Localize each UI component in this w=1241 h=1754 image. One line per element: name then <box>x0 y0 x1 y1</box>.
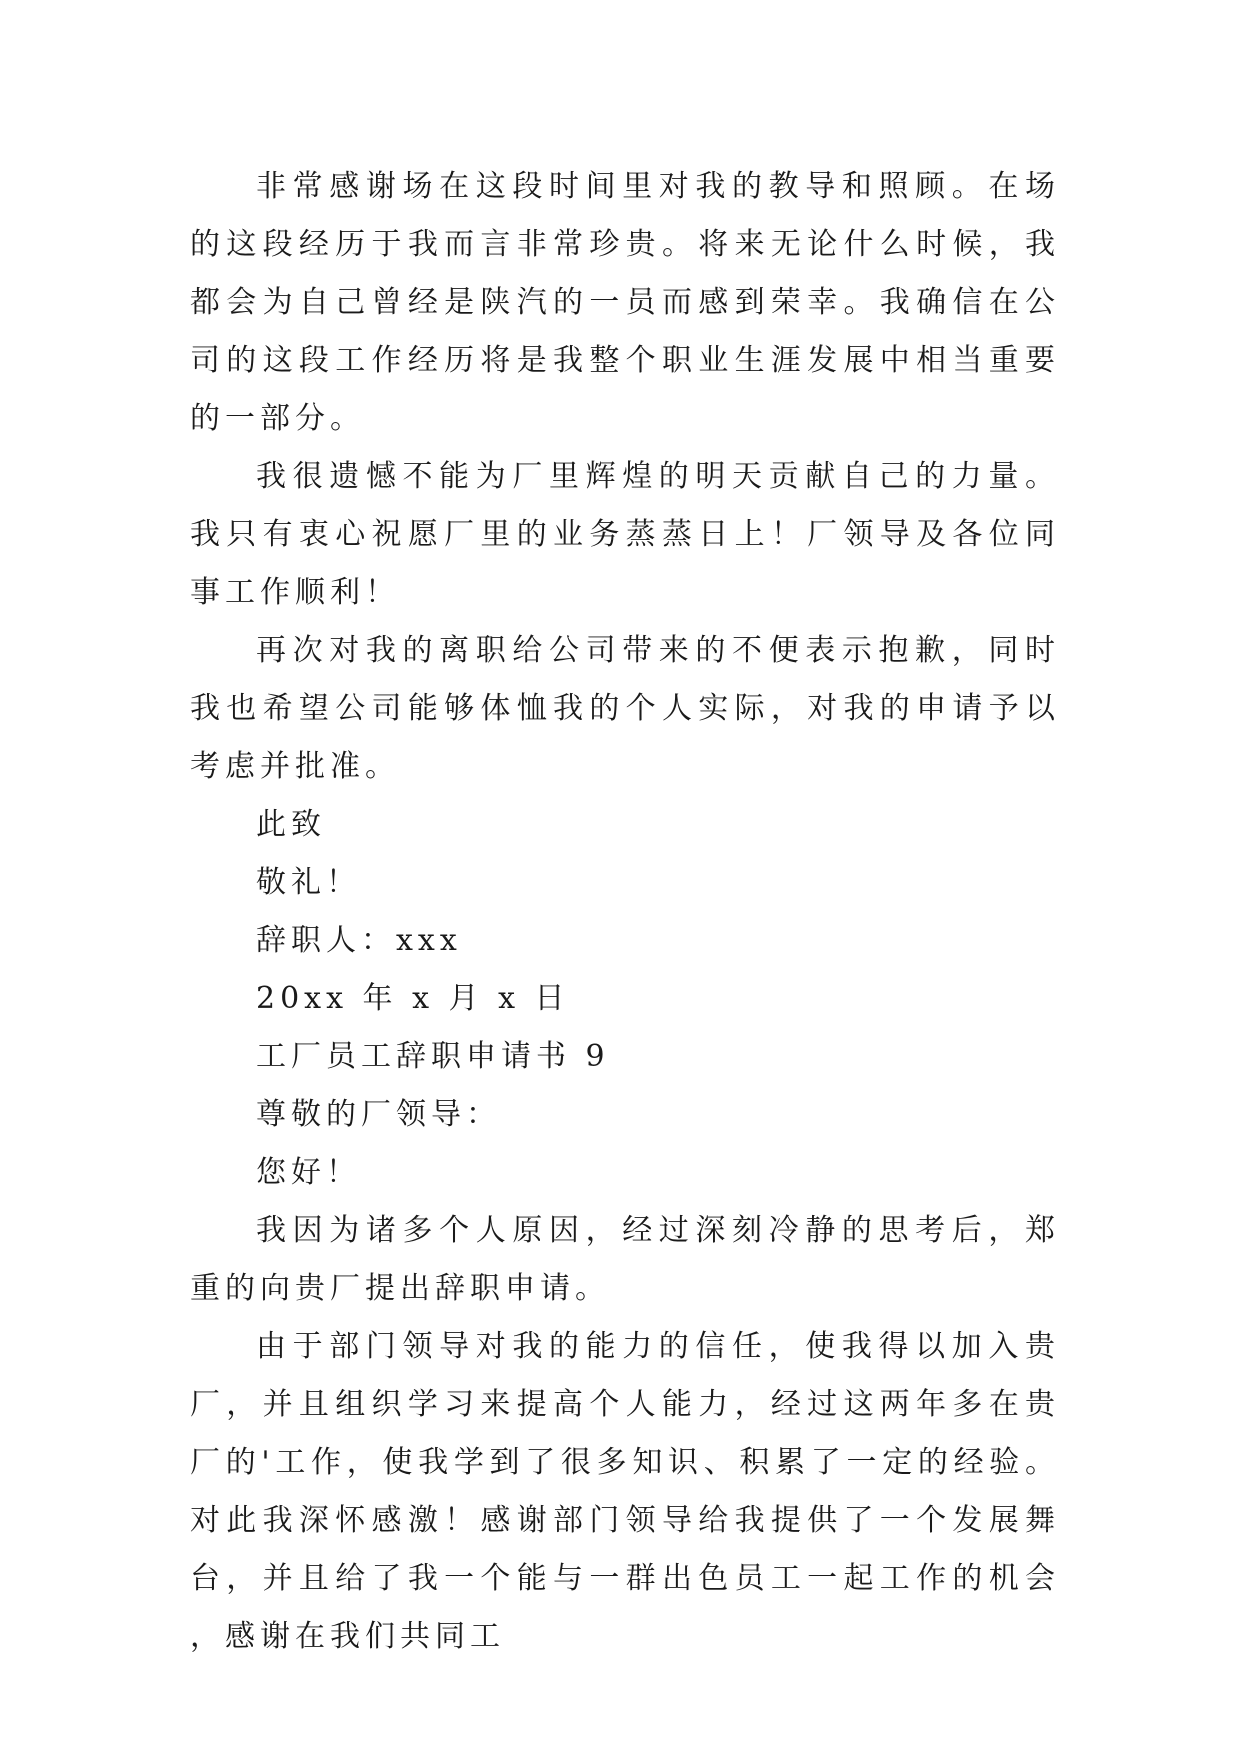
paragraph-apology: 再次对我的离职给公司带来的不便表示抱歉，同时我也希望公司能够体恤我的个人实际，对我的申请予以考虑并批准。 <box>190 633 1060 784</box>
paragraph-thanks: 由于部门领导对我的能力的信任，使我得以加入贵厂，并且组织学习来提高个人能力，经过这两年多在贵厂的'工作，使我学到了很多知识、积累了一定的经验。对此我深怀感激！感谢部门领导给我提供了一个发展舞台，并且给了我一个能与一群出色员工一起工作的机会，感谢在我们共同工 <box>190 1329 1060 1654</box>
letter-greeting: 尊敬的厂领导： <box>256 1097 501 1132</box>
date-line: 20xx 年 x 月 x 日 <box>256 981 570 1016</box>
paragraph-reason: 我因为诸多个人原因，经过深刻冷静的思考后，郑重的向贵厂提出辞职申请。 <box>190 1213 1060 1306</box>
signature-line: 辞职人：xxx <box>256 923 462 958</box>
letter-hello: 您好！ <box>256 1155 361 1190</box>
closing-salutation: 此致 <box>256 807 326 842</box>
paragraph-gratitude: 非常感谢场在这段时间里对我的教导和照顾。在场的这段经历于我而言非常珍贵。将来无论什么时候，我都会为自己曾经是陕汽的一员而感到荣幸。我确信在公司的这段工作经历将是我整个职业生涯发展中相当重要的一部分。 <box>190 169 1060 436</box>
paragraph-regret: 我很遗憾不能为厂里辉煌的明天贡献自己的力量。我只有衷心祝愿厂里的业务蒸蒸日上！厂领导及各位同事工作顺利！ <box>190 459 1060 610</box>
section-heading: 工厂员工辞职申请书 9 <box>256 1039 610 1074</box>
document-body <box>190 158 1060 1666</box>
closing-regards: 敬礼！ <box>256 865 361 900</box>
